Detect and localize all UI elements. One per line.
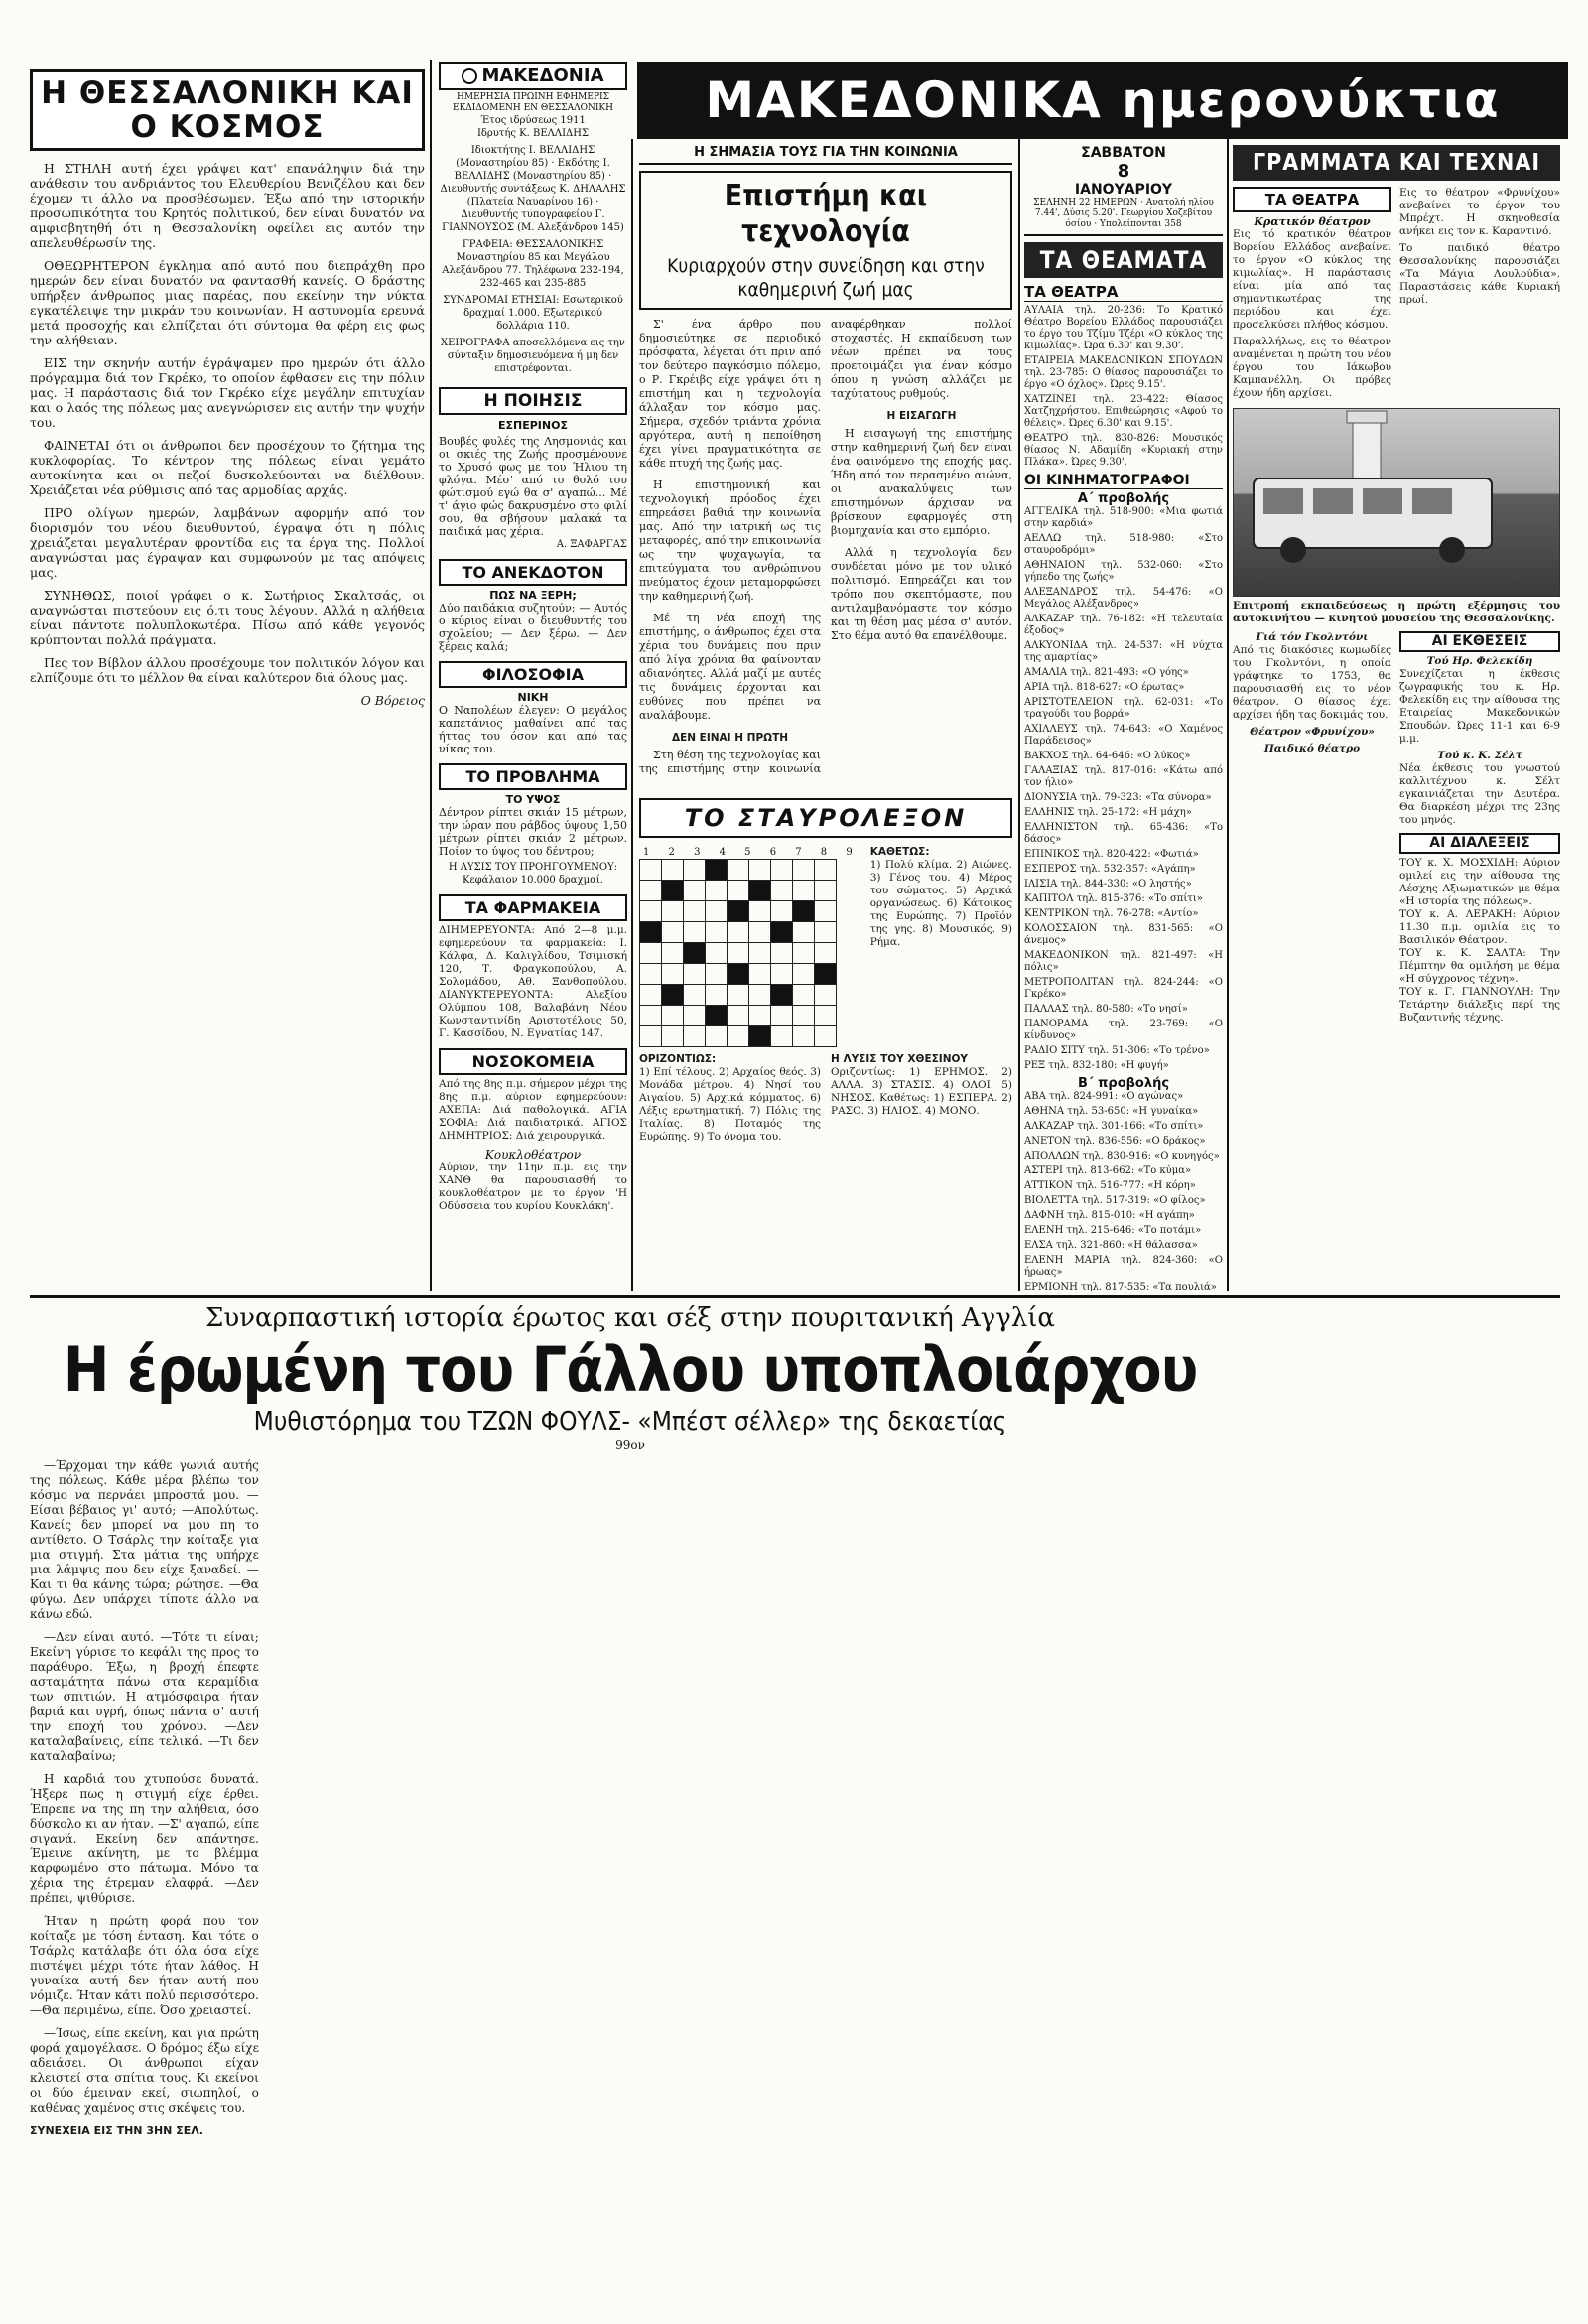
poem-text: Βουβές φυλές της Λησμονιάς και οι σκιές της Ζωής προσμένουνε το Χρυσό φως με του Ήλιου τη φλόγα. Μέσ' από το θολό του φώτισμού εγώ θα σ' αγαπώ... Μέ τ' άγιο φώς δακρυσμένο στο φιλί σου, θα σβήσουν μαλακά τα παιδικά μας χέρια. [439,435,627,538]
paper-subtitle: ΗΜΕΡΗΣΙΑ ΠΡΩΙΝΗ ΕΦΗΜΕΡΙΣ ΕΚΔΙΔΟΜΕΝΗ ΕΝ ΘΕΣΣΑΛΟΝΙΚΗ [453,92,613,113]
lecture-item: ΤΟΥ κ. Χ. ΜΟΣΧΙΔΗ: Αύριον ομιλεί εις την αίθουσα της Λέσχης Αξιωματικών με θέμα «Η ιστορία της πόλεως». [1399,857,1560,907]
article-body [639,318,1012,784]
philosophy-text: Ο Ναπολέων έλεγεν: Ο μεγάλος καπετάνιος μαθαίνει από τας ήττας του όσον και από τας νίκας του. [439,704,627,755]
cinema-listing: ΑΒΑ τηλ. 824-991: «Ο αγώνας» [1024,1091,1184,1102]
article-paragraph: Η ΣΤΗΛΗ αυτή έχει γράψει κατ' επανάληψιν διά την ανάθεσιν του ανδριάντος του Ελευθερίου Βενιζέλου και δεν έχομεν τι άλλο να προσθέσωμεν. Έξω από την ιστορικήν προσωπικότητα του Κρητός πολιτικού, δεν είναι δυνατόν να αμφισβητηθή ότι η Θεσσαλονίκη οφείλει εις αυτόν την απελευθέρωσίν της. [30,161,425,250]
cinema-listing: ΡΕΞ τηλ. 832-180: «Η φυγή» [1024,1060,1169,1071]
novel-paragraph: —Δεν είναι αυτό. —Τότε τι είναι; Εκείνη γύρισε το κεφάλι της προς το παράθυρο. Έξω, η βροχή έπεφτε ασταμάτητα πάνω στα κεραμίδια των σπιτιών. Η ατμόσφαιρα ήταν βαριά και υγρή, όπως πάντα σ' αυτή την εποχή του χρόνου. —Δεν καταλαβαίνεις, είπε τελικά. —Τι δεν καταλαβαίνω; [30,1630,259,1763]
theatre-list [1024,305,1223,469]
arts-column [1233,145,1560,1291]
cinema-listing: ΑΡΙΣΤΟΤΕΛΕΙΟΝ τηλ. 62-031: «Το τραγούδι του βορρά» [1024,697,1223,720]
article-subheading: Η ΕΙΣΑΓΩΓΗ [886,410,957,422]
date-day: ΣΑΒΒΑΤΟΝ [1081,145,1166,161]
crossword-grid[interactable] [639,859,837,1047]
arts-paragraph: Συνεχίζεται η έκθεσις ζωγραφικής του κ. Ηρ. Φελεκίδη εις την αίθουσα της Εταιρείας Μακεδονικών Σπουδών. Ώρες 11-1 και 6-9 μ.μ. [1399,668,1560,745]
novel-kicker: Συναρπαστική ιστορία έρωτος και σέξ στην πουριτανική Αγγλία [205,1303,1055,1333]
theatre-listing: ΕΤΑΙΡΕΙΑ ΜΑΚΕΔΟΝΙΚΩΝ ΣΠΟΥΔΩΝ τηλ. 23-785: Ο θίασος παρουσιάζει το έργο «Ο όχλος». Ώρες 9.15'. [1024,355,1223,390]
cinema-listing: ΑΛΚΑΖΑΡ τηλ. 301-166: «Το σπίτι» [1024,1121,1204,1132]
cinema-listing: ΚΑΠΙΤΟΛ τηλ. 815-376: «Το σπίτι» [1024,893,1203,904]
lecture-item: ΤΟΥ κ. Γ. ΓΙΑΝΝΟΥΛΗ: Την Τετάρτην διάλεξις περί της Βυζαντινής τέχνης. [1399,986,1560,1024]
cinema-listing: ΠΑΝΟΡΑΜΑ τηλ. 23-769: «Ο κίνδυνος» [1024,1019,1223,1041]
article-paragraph: Στη θέση της τεχνολογίας και της επιστήμης στην κοινωνία αναφέρθηκαν πολλοί στοχαστές. Η εκπαίδευση των νέων πρέπει να τους προετοιμάζει για έναν κόσμο όπου η γνώση αλλάζει με ταχύτατους ρυθμούς. [639,318,1012,775]
cinema-listing: ΒΑΚΧΟΣ τηλ. 64-646: «Ο λύκος» [1024,751,1191,761]
crossword-heading: ΤΟ ΣΤΑΥΡΟΛΕΞΟΝ [639,798,1012,838]
paper-manuscripts: ΧΕΙΡΟΓΡΑΦΑ αποσελλόμενα εις την σύνταξιν δημοσιευόμενα ή μη δεν επιστρέφονται. [440,338,625,374]
paper-staff: Ιδιοκτήτης Ι. ΒΕΛΛΙΔΗΣ (Μοναστηρίου 85) · Εκδότης Ι. ΒΕΛΛΙΔΗΣ (Μοναστηρίου 85) · Διευθυντής συντάξεως Κ. ΔΗΛΑΛΗΣ (Πλατεία Ναυαρίνου 16) · Διευθυντής τυπογραφείου Γ. ΓΙΑΝΝΟΥΣΟΣ (Μ. Αλεξάνδρου 145) [440,145,626,233]
exhibition-subheading: Τού Ηρ. Φελεκίδη [1426,655,1533,667]
founded-year: Έτος ιδρύσεως 1911 [480,115,586,126]
cinema-listing: ΔΑΦΝΗ τηλ. 815-010: «Η αγάπη» [1024,1210,1195,1221]
novel-paragraph: Η καρδιά του χτυπούσε δυνατά. Ήξερε πως η στιγμή είχε έρθει. Έπρεπε να της πη την αλήθεια, όσο δύσκολο κι αν ήταν. —Σ' αγαπώ, είπε σιγανά. Εκείνη δεν απάντησε. Έμεινε ακίνητη, με το βλέμμα καρφωμένο στο πάτωμα. Μόνο τα χέρια της έτρεμαν ελαφρά. —Δεν πρέπει, ψιθύρισε. [30,1772,259,1905]
article-paragraph: ΟΘΕΩΡΗΤΕΡΟΝ έγκλημα από αυτό που διεπράχθη προ ημερών δεν είναι δυνατόν να φαντασθή κανείς. Ο δράστης υπήρξεν άνθρωπος μιας παρέας, που εκείνην την νύκτα εγκατέλειψε την μικράν του κοινωνίαν. Η αστυνομία ερευνά μετά προσοχής και ελπίζεται ότι σύντομα θα φέρη εις φως την αλήθειαν. [30,258,425,347]
lectures-heading: ΑΙ ΔΙΑΛΕΞΕΙΣ [1399,833,1560,854]
cinema-listing: ΑΛΚΥΟΝΙΔΑ τηλ. 24-537: «Η νύχτα της αμαρτίας» [1024,640,1223,663]
date-info: ΣΕΛΗΝΗ 22 ΗΜΕΡΩΝ · Ανατολή ηλίου 7.44', Δύσις 5.20'. Γεωργίου Χοζεβίτου όσίου · Υπολείπονται 358 [1033,198,1214,229]
date-month: ΙΑΝΟΥΑΡΙΟΥ [1074,182,1173,198]
cinema-list-first-run [1024,506,1223,1072]
masthead-banner [637,62,1568,139]
anecdote-text: Δύο παιδάκια συζητούν: — Αυτός ο κύριος είναι ο διευθυντής του σχολείου; — Δεν ξέρω. — Δεν ξέρεις καλά; [439,602,627,653]
problem-answer: Η ΛΥΣΙΣ ΤΟΥ ΠΡΟΗΓΟΥΜΕΝΟΥ: Κεφάλαιον 10.000 δραχμαί. [448,862,618,886]
section-heading-problem: ΤΟ ΠΡΟΒΛΗΜΑ [439,763,627,790]
section-heading-poetry: Η ΠΟΙΗΣΙΣ [439,387,627,415]
crossword-solution-heading: Η ΛΥΣΙΣ ΤΟΥ ΧΘΕΣΙΝΟΥ [831,1053,969,1065]
cinema-listing: ΒΙΟΛΕΤΤΑ τηλ. 517-319: «Ο φίλος» [1024,1195,1206,1206]
article-kicker: Η ΣΗΜΑΣΙΑ ΤΟΥΣ ΓΙΑ ΤΗΝ ΚΟΙΝΩΝΙΑ [639,145,1012,165]
photo-caption: Επιτροπή εκπαιδεύσεως η πρώτη εξέρμησις του αυτοκινήτου — κινητού μουσείου της Θεσσαλονίκης. [1233,600,1560,624]
novel-subtitle: Μυθιστόρημα του ΤΖΩΝ ΦΟΥΛΣ- «Μπέστ σέλλερ» της δεκαετίας [253,1407,1007,1436]
cinema-listing: ΠΑΛΛΑΣ τηλ. 80-580: «Το νησί» [1024,1004,1188,1015]
cinema-listing: ΑΡΙΑ τηλ. 818-627: «Ο έρωτας» [1024,682,1185,693]
lecture-list [1399,857,1560,1025]
philosophy-title: ΝΙΚΗ [517,691,549,704]
paper-info-column [439,62,627,1291]
frynichou-subheading: Θέατρον «Φρυνίχου» [1250,726,1375,738]
section-heading-hospitals: ΝΟΣΟΚΟΜΕΙΑ [439,1048,627,1075]
cinema-listing: ΑΝΕΤΟΝ τηλ. 836-556: «Ο δράκος» [1024,1136,1206,1147]
cinemas-second-run: Β΄ προβολής [1077,1076,1170,1091]
cinema-listing: ΚΕΝΤΡΙΚΟΝ τηλ. 76-278: «Αντίο» [1024,908,1199,919]
article-paragraph: ΕΙΣ την σκηνήν αυτήν έγράψαμεν προ ημερών ότι άλλο πρόγραμμα διά τον Γκρέκο, το οποίον έφθασεν εις την πόλιν μας. Η παράστασις διά τον Γκρέκο είχε μεγάλην επιτυχίαν και ο λαός της πόλεως μας ανεγνώρισεν εις αυτήν την ψυχήν του. [30,355,425,430]
arts-heading: ΓΡΑΜΜΑΤΑ ΚΑΙ ΤΕΧΝΑΙ [1233,145,1560,181]
article-paragraph: Η εισαγωγή της επιστήμης στην καθημερινή ζωή δεν είναι ένα φαινόμενο της εποχής μας. Ήδη από τον περασμένο αιώνα, οι ανακαλύψεις των επιστημόνων άρχισαν να βρίσκουν εφαρμογές στη βιομηχανία και στο εμπόριο. [831,427,1012,537]
serial-novel [30,1302,1231,2305]
cinema-listing: ΕΛΕΝΗ τηλ. 215-646: «Το ποτάμι» [1024,1225,1202,1236]
novel-paragraph: —Έρχομαι την κάθε γωνιά αυτής της πόλεως. Κάθε μέρα βλέπω τον κόσμο να περνάει μπροστά μου. —Είσαι βέβαιος γι' αυτό; —Απολύτως. Κανείς δεν μπορεί να μου πη το αντίθετο. Ο Τσάρλς την κοίταξε για μια στιγμή. Στα μάτια της υπήρχε μια λάμψις που δεν είχε ξαναδεί. —Και τι θα κάνης τώρα; ρώτησε. —Θα φύγω. Δεν υπάρχει τίποτε άλλο να κάνω εδώ. [30,1458,259,1621]
hospitals-text: Από της 8ης π.μ. σήμερον μέχρι της 8ης π.μ. αύριον εφημερεύουν: ΑΧΕΠΑ: Διά παθολογικά. ΑΓΙΑ ΣΟΦΙΑ: Διά παιδιατρικά. ΑΓΙΟΣ ΔΗΜΗΤΡΙΟΣ: Διά χειρουργικά. [439,1078,627,1142]
paper-offices: ΓΡΑΦΕΙΑ: ΘΕΣΣΑΛΟΝΙΚΗΣ Μοναστηρίου 85 και Μεγάλου Αλεξάνδρου 77. Τηλέφωνα 232-194, 232-465 και 235-885 [442,239,624,289]
down-clues: 1) Πολύ κλίμα. 2) Αιώνες. 3) Γένος του. 4) Μέρος του σώματος. 5) Αρχικά οργανώσεως. 6) Κάτοικος της Ευρώπης. 7) Προϊόν της γης. 8) Μουσικός. 9) Ρήμα. [869,859,1012,948]
cinema-listing: ΙΛΙΣΙΑ τηλ. 844-330: «Ο ληστής» [1024,879,1192,889]
photo-illustration [1234,409,1560,597]
paper-logo-icon [462,68,477,84]
left-column-heading: Η ΘΕΣΣΑΛΟΝΙΚΗ ΚΑΙ Ο ΚΟΣΜΟΣ [30,69,425,151]
cinema-listing: ΑΛΕΞΑΝΔΡΟΣ τηλ. 54-476: «Ο Μεγάλος Αλέξανδρος» [1024,587,1223,610]
cinema-listing: ΑΛΚΑΖΑΡ τηλ. 76-182: «Η τελευταία έξοδος» [1024,614,1223,636]
theatres-subheading: ΤΑ ΘΕΑΤΡΑ [1024,283,1223,302]
arts-paragraph: Νέα έκθεσις του γνωστού καλλιτέχνου κ. Σέλτ εγκαινιάζεται την Δευτέρα. Θα διαρκέση μέχρι της 23ης του μηνός. [1399,762,1560,826]
lecture-item: ΤΟΥ κ. Α. ΛΕΡΑΚΗ: Αύριον 11.30 π.μ. ομιλία εις το Βασιλικόν Θέατρον. [1399,908,1560,946]
left-column [30,69,425,1291]
cinemas-heading: ΟΙ ΚΙΝΗΜΑΤΟΓΡΑΦΟΙ [1024,473,1223,489]
arts-paragraph: Παραλλήλως, εις το θέατρον αναμένεται η πρώτη του νέου έργου του Ιάκωβου Καμπανέλλη. Οι πρόβες έχουν ήδη αρχίσει. [1233,336,1391,399]
listings-column [1024,145,1223,1291]
cinema-listing: ΑΣΤΕΡΙ τηλ. 813-662: «Το κύμα» [1024,1165,1192,1176]
cinema-listing: ΕΛΕΝΗ ΜΑΡΙΑ τηλ. 824-360: «Ο ήρωας» [1024,1255,1223,1278]
author-signature: Ο Βόρειος [360,693,425,708]
cinema-listing: ΑΧΙΛΛΕΥΣ τηλ. 74-643: «Ο Χαμένος Παράδεισος» [1024,724,1223,747]
date-number: 8 [1117,161,1130,182]
article-paragraph: Η επιστημονική και τεχνολογική πρόοδος έχει επηρεάσει βαθιά την κοινωνία μας. Από την ιατρική ως τις μεταφορές, από την επικοινωνία ως την ψυχαγωγία, τα επιτεύγματα του ανθρώπινου πνεύματος έχουν μεταμορφώσει την καθημερινή ζωή. [639,478,821,603]
cinema-listing: ΑΤΤΙΚΟΝ τηλ. 516-777: «Η κόρη» [1024,1180,1196,1191]
cinema-listing: ΑΘΗΝΑ τηλ. 53-650: «Η γυναίκα» [1024,1106,1199,1117]
lecture-item: ΤΟΥ κ. Κ. ΣΑΛΤΑ: Την Πέμπτην θα ομιλήση με θέμα «Η σύγχρονος τέχνη». [1399,947,1560,985]
column-divider [631,139,633,1291]
column-divider [430,60,432,1291]
arts-paragraph: Το παιδικό θέατρο Θεσσαλονίκης παρουσιάζει «Τα Μάγια Λουλούδια». Παραστάσεις κάθε Κυριακή πρωί. [1399,242,1560,306]
paper-name: ΜΑΚΕΔΟΝΙΑ [439,62,627,90]
cinema-list-second-run [1024,1091,1223,1291]
date-box [1024,145,1223,236]
novel-paragraph: —Ίσως, είπε εκείνη, και για πρώτη φορά χαμογέλασε. Ο δρόμος έξω είχε αδειάσει. Οι άνθρωποι είχαν κλειστεί στα σπίτια τους. Κι εκείνοι οι δύο έμειναν εκεί, σιωπηλοί, ο καθένας χαμένος στις σκέψεις του. [30,2026,259,2115]
exhibitions-heading: ΑΙ ΕΚΘΕΣΕΙΣ [1399,631,1560,652]
novel-continued: ΣΥΝΕΧΕΙΑ ΕΙΣ ΤΗΝ 3ΗΝ ΣΕΛ. [30,2124,203,2137]
cinema-listing: ΕΛΛΗΝΙΣΤΟΝ τηλ. 65-436: «Το δάσος» [1024,822,1223,845]
cinema-listing: ΑΜΑΛΙΑ τηλ. 821-493: «Ο γόης» [1024,667,1189,678]
section-divider [30,1295,1560,1298]
cinemas-first-run: Α΄ προβολής [1077,491,1170,506]
novel-title: Η έρωμένη του Γάλλου υποπλοιάρχου [63,1333,1198,1406]
cinema-listing: ΑΓΓΕΛΙΚΑ τηλ. 518-900: «Μια φωτιά στην καρδιά» [1024,506,1223,529]
cinema-listing: ΓΑΛΑΞΙΑΣ τηλ. 817-016: «Κάτω από τον ήλιο» [1024,765,1223,788]
theatres-heading: ΤΑ ΘΕΑΤΡΑ [1233,187,1391,212]
article-paragraph: Μέ τη νέα εποχή της επιστήμης, ο άνθρωπος έχει στα χέρια του δυνάμεις που πριν από λίγα χρόνια θα φαίνονταν αδιανόητες. Αλλά μαζί με αυτές τις δυνάμεις έρχονται και ευθύνες που πρέπει να αναλάβουμε. [639,612,821,722]
exhibition-subheading: Τού κ. Κ. Σέλτ [1437,750,1522,761]
puppet-theatre-text: Αύριον, την 11ην π.μ. εις την ΧΑΝΘ θα παρουσιασθή το κουκλοθέατρον με το έργον 'Η Οδύσσεια του κυρίου Κουκλάκη'. [439,1162,627,1212]
theatre-listing: ΧΑΤΖΙΝΕΙ τηλ. 23-422: Θίασος Χατζηχρήστου. Επιθεώρησις «Αφού το θέλεις». Ώρες 6.30' και 9.15'. [1024,394,1223,429]
down-clues-heading: ΚΑΘΕΤΩΣ: [869,846,930,858]
problem-text: Δέντρον ρίπτει σκιάν 15 μέτρων, την ώραν που ράβδος ύψους 1,50 μέτρων ρίπτει σκιάν 2 μέτρων. Ποίον το ύψος του δέντρου; [439,806,627,858]
puppet-theatre-title: Κουκλοθέατρον [484,1148,582,1162]
article-paragraph: ΠΡΟ ολίγων ημερών, λαμβάνων αφορμήν από τον διορισμόν του νέου διευθυντού, έγραψα ότι η πόλις χρειάζεται μεγαλυτέραν φροντίδα εις τα έργα της. Πολλοί αναγνώσται μας έγραψαν και συμφωνούν με τας απόψεις μας. [30,505,425,580]
article-paragraph: Αλλά η τεχνολογία δεν συνδέεται μόνο με τον υλικό πολιτισμό. Επηρεάζει και τον τρόπο που σκεπτόμαστε, που αντιλαμβανόμαστε τον κόσμο και τη θέση μας μέσα σ' αυτόν. Στο θέμα αυτό θα επανέλθουμε. [831,546,1012,642]
cinema-listing: ΑΘΗΝΑΙΟΝ τηλ. 532-060: «Στο γήπεδο της ζωής» [1024,560,1223,583]
museum-bus-photo [1233,408,1560,597]
article-paragraph: Πες τον Βίβλον άλλου προσέχουμε τον πολιτικόν λόγον και ελπίζουμε ότι το μέλλον θα είναι καλύτερον διά όλους μας. [30,655,425,685]
across-clues: 1) Επί τέλους. 2) Αρχαίος θεός. 3) Μονάδα μέτρου. 4) Νησί του Αιγαίου. 5) Αρχικά κόμματος. 6) Λέξις ερωτηματική. 7) Πόλις της Ιταλίας. 8) Ποταμός της Ευρώπης. 9) Το όνομα του. [639,1066,821,1143]
cinema-listing: ΕΛΣΑ τηλ. 321-860: «Η θάλασσα» [1024,1240,1198,1251]
column-divider [1227,139,1229,1291]
cinema-listing: ΚΟΛΟΣΣΑΙΟΝ τηλ. 831-565: «Ο άνεμος» [1024,923,1223,946]
article-headline: Επιστήμη και τεχνολογία [724,179,928,249]
founder: Ιδρυτής Κ. ΒΕΛΛΙΔΗΣ [476,128,590,139]
crossword-solution: Οριζοντίως: 1) ΕΡΗΜΟΣ. 2) ΑΛΛΑ. 3) ΣΤΑΣΙΣ. 4) ΟΛΟΙ. 5) ΝΗΣΟΣ. Καθέτως: 1) ΕΣΠΕΡΑ. 2) ΡΑΣΟ. 3) ΗΛΙΟΣ. 4) ΜΟΝΟ. [831,1066,1012,1117]
theatre-listing: ΑΥΛΑΙΑ τηλ. 20-236: Το Κρατικό Θέατρο Βορείου Ελλάδος παρουσιάζει το έργο του Τζίμυ Τζέρι «Ο κύκλος της κιμωλίας». Ώρα 6.30' και 9.30'. [1024,305,1223,351]
article-paragraph: Σ' ένα άρθρο που δημοσιεύτηκε σε περιοδικό πρόσφατα, λέγεται ότι πριν από τον δεύτερο παγκόσμιο πόλεμο, ο Ρ. Γκρέιβς είχε γράψει ότι η επιστήμη και η τεχνολογία άλλαξαν τον κόσμο μας. Σήμερα, σχεδόν τριάντα χρόνια αργότερα, αυτή η πεποίθηση έχει γίνει πραγματικότητα σε κάθε πτυχή της ζωής μας. [639,318,821,470]
children-theatre-subheading: Παιδικό θέατρο [1263,743,1361,754]
poem-title: ΕΣΠΕΡΙΝΟΣ [498,419,568,432]
section-heading-anecdote: ΤΟ ΑΝΕΚΔΟΤΟΝ [439,559,627,586]
arts-paragraph: Εις το θέατρον «Φρυνίχου» ανεβαίνει το έργον του Μπρέχτ. Η σκηνοθεσία ανήκει εις τον κ. Καραντινό. [1399,187,1560,237]
cinema-listing: ΡΑΔΙΟ ΣΙΤΥ τηλ. 51-306: «Το τρένο» [1024,1045,1210,1056]
masthead-title: ΜΑΚΕΔΟΝΙΚΑ ημερονύκτια [705,71,1501,129]
arts-paragraph: Από τις διακόσιες κωμωδίες του Γκολντόνι, η οποία γράφτηκε το 1753, θα παρουσιασθή εις το νέον θέατρον. Ο θίασος έχει αρχίσει ήδη τας δοκιμάς του. [1233,644,1391,721]
novel-paragraph: Ήταν η πρώτη φορά που τον κοίταζε με τόση ένταση. Και τότε ο Τσάρλς κατάλαβε ότι όλα όσα είχε πιστέψει μέχρι τότε ήταν λάθος. Η γυναίκα αυτή δεν ήταν αυτή που νόμιζε. Ήταν κάτι πολύ περισσότερο. —Θα περιμένω, είπε. Όσο χρειαστεί. [30,1914,259,2017]
goldoni-subheading: Γιά τόν Γκολντόνι [1256,631,1369,643]
cinema-listing: ΕΠΙΝΙΚΟΣ τηλ. 820-422: «Φωτιά» [1024,849,1199,860]
problem-title: ΤΟ ΥΨΟΣ [505,793,561,806]
column-divider [1018,139,1020,1291]
cinema-listing: ΕΡΜΙΟΝΗ τηλ. 817-535: «Τα πουλιά» [1024,1282,1217,1291]
cinema-listing: ΜΕΤΡΟΠΟΛΙΤΑΝ τηλ. 824-244: «Ο Γκρέκο» [1024,977,1223,1000]
article-headline-box [639,171,1012,310]
cinema-listing: ΕΛΛΗΝΙΣ τηλ. 25-172: «Η μάχη» [1024,807,1192,818]
across-clues-heading: ΟΡΙΖΟΝΤΙΩΣ: [639,1053,717,1065]
anecdote-title: ΠΩΣ ΝΑ ΞΕΡΗ; [489,589,577,602]
article-paragraph: ΦΑΙΝΕΤΑΙ ότι οι άνθρωποι δεν προσέχουν το ζήτημα της κυκλοφορίας. Το κέντρον της πόλεως είναι γεμάτο αυτοκίνητα και οι πεζοί δυσκολεύονται να διέλθουν. Χρειάζεται νέα ρύθμισις από τας αρμοδίας αρχάς. [30,438,425,497]
section-heading-philosophy: ΦΙΛΟΣΟΦΙΑ [439,661,627,688]
theatre-listing: ΘΕΑΤΡΟ τηλ. 830-826: Μουσικός θίασος Ν. Αδαμίδη «Κυριακή στην Πλάκα». Ώρες 9.30'. [1024,433,1223,468]
article-subheading: ΔΕΝ ΕΙΝΑΙ Η ΠΡΩΤΗ [671,732,789,744]
poem-author: Α. ΞΑΦΑΡΓΑΣ [556,539,627,550]
cinema-listing: ΑΠΟΛΛΩΝ τηλ. 830-916: «Ο κυνηγός» [1024,1151,1220,1162]
article-paragraph: ΣΥΝΗΘΩΣ, ποιοί γράφει ο κ. Σωτήριος Σκαλτσάς, οι αναγνώσται πιστεύουν εις ό,τι τους λέγουν. Αλλά η αλήθεια είναι πάντοτε πολυπλοκωτέρα. Πίσω από κάθε γεγονός κρύπτονται πολλά πράγματα. [30,588,425,647]
shows-heading: ΤΑ ΘΕΑΜΑΤΑ [1024,242,1223,278]
state-theatre-subheading: Κρατικόν θέατρον [1254,215,1371,228]
science-article [639,145,1012,1291]
cinema-listing: ΔΙΟΝΥΣΙΑ τηλ. 79-323: «Τα σύνορα» [1024,792,1212,803]
cinema-listing: ΜΑΚΕΔΟΝΙΚΟΝ τηλ. 821-497: «Η πόλις» [1024,950,1223,973]
arts-paragraph: Εις τό κρατικόν θέατρον Βορείου Ελλάδος ανεβαίνει το έργον «Ο κύκλος της κιμωλίας». Η παράστασις είναι μία από τας σημαντικωτέρας της περιόδου και έχει προσελκύσει πλήθος κόσμου. [1233,228,1391,331]
article-subhead: Κυριαρχούν στην συνείδηση και στην καθημερινή ζωή μας [667,255,985,301]
novel-body [30,1458,1231,2282]
pharmacies-text: ΔΙΗΜΕΡΕΥΟΝΤΑ: Από 2—8 μ.μ. εφημερεύουν τα φαρμακεία: Ι. Κάλφα, Δ. Καλιγλίδου, Τσιμισκή 120, Τ. Φραγκοπούλου, Α. Σολομάδου, Αθ. Ξανθοπούλου. ΔΙΑΝΥΚΤΕΡΕΥΟΝΤΑ: Αλεξίου Ολύμπου 108, Βαλαβάνη Νέου Κωνσταντινίδη Αριστοτέλους 50, Γ. Κασσίδου, Ν. Εγνατίας 147. [439,924,627,1039]
cinema-listing: ΑΕΛΛΩ τηλ. 518-980: «Στο σταυροδρόμι» [1024,533,1223,556]
paper-subscriptions: ΣΥΝΔΡΟΜΑΙ ΕΤΗΣΙΑΙ: Εσωτερικού δραχμαί 1.000. Εξωτερικού δολλάρια 110. [443,295,623,332]
crossword-column-numbers: 1 2 3 4 5 6 7 8 9 [643,847,860,858]
section-heading-pharmacies: ΤΑ ΦΑΡΜΑΚΕΙΑ [439,894,627,921]
cinema-listing: ΕΣΠΕΡΟΣ τηλ. 532-357: «Αγάπη» [1024,864,1196,875]
novel-episode: 99ον [615,1438,645,1452]
